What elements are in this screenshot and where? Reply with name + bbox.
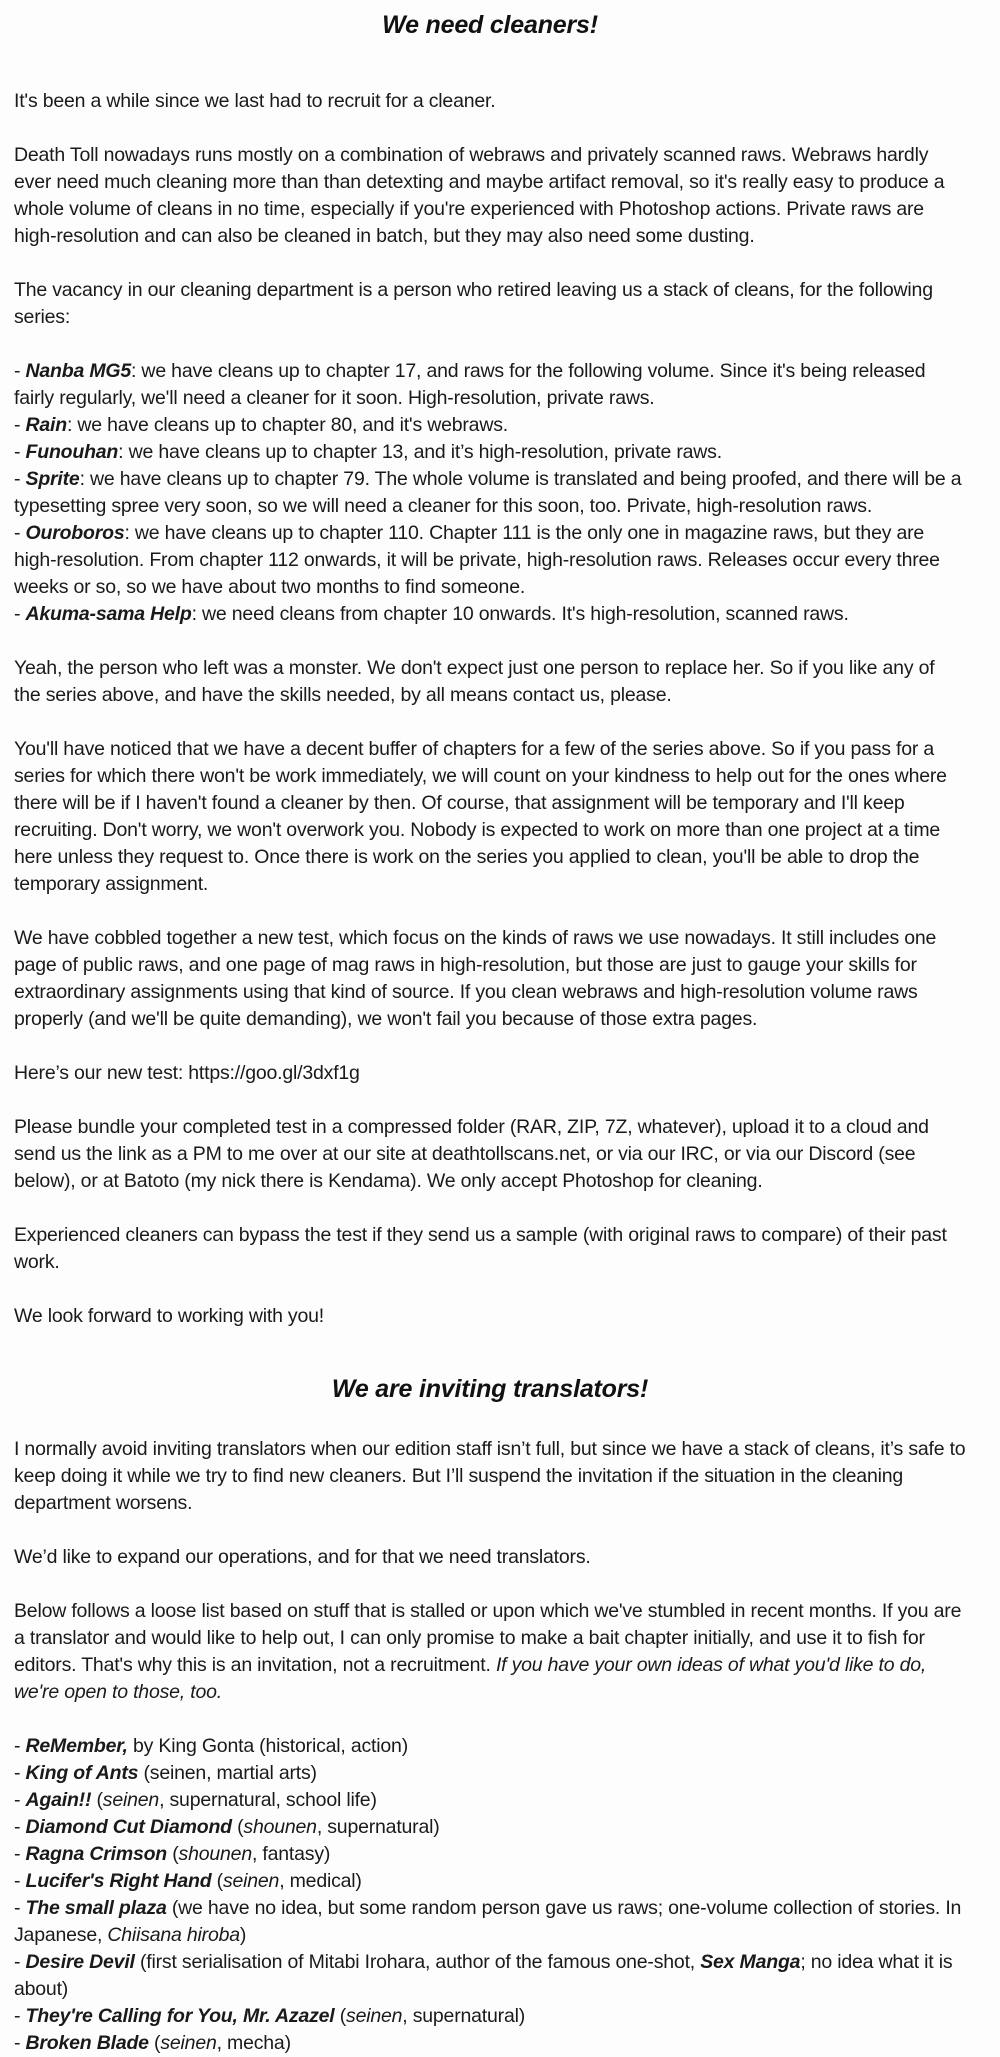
text-run: : we have cleans up to chapter 110. Chapter 111 is the only one in magazine raws, but they are high-resolution. From chapter 112 onwards, it will be private, high-resolution raws. Releases occur every three weeks or so, so we have about two months to find someone. (14, 522, 940, 598)
text-run: (first serialisation of Mitabi Irohara, author of the famous one-shot, (134, 1951, 701, 1973)
cleaners-section (14, 0, 966, 1330)
text-run: It's been a while since we last had to recruit for a cleaner. (14, 90, 496, 112)
paragraph (14, 1544, 966, 1571)
text-run: Experienced cleaners can bypass the test if they send us a sample (with original raws to compare) of their past work. (14, 1224, 947, 1273)
text-run: - (14, 414, 26, 436)
list-item (14, 412, 966, 439)
paragraph (14, 1436, 966, 1517)
text-run: We’d like to expand our operations, and for that we need translators. (14, 1546, 591, 1568)
text-run: They're Calling for You, Mr. Azazel (25, 2005, 335, 2027)
text-run: Chiisana hiroba (107, 1924, 240, 1946)
text-run: ( (211, 1870, 223, 1892)
text-run: : we have cleans up to chapter 13, and it’s high-resolution, private raws. (118, 441, 722, 463)
text-run: shounen (243, 1816, 317, 1838)
text-run: ( (167, 1843, 179, 1865)
translators-section (14, 1357, 966, 2057)
list-item (14, 1841, 966, 1868)
paragraph (14, 1222, 966, 1276)
text-run: Rain (25, 414, 67, 436)
text-run: - (14, 1870, 26, 1892)
test-url: https://goo.gl/3dxf1g (188, 1062, 360, 1084)
list-item (14, 1814, 966, 1841)
text-run: - (14, 360, 26, 382)
text-run: , fantasy) (251, 1843, 331, 1865)
text-run: : we need cleans from chapter 10 onwards. It's high-resolution, scanned raws. (191, 603, 849, 625)
text-run: , mecha) (216, 2032, 291, 2054)
text-run: I normally avoid inviting translators when our edition staff isn’t full, but since we have a stack of cleans, it’s safe to keep doing it while we try to find new cleaners. But I’ll suspend the invitation if the situation in the cleaning department worsens. (14, 1438, 966, 1514)
series-list (14, 358, 966, 628)
text-run: - (14, 1762, 26, 1784)
text-run: seinen (160, 2032, 217, 2054)
list-item (14, 466, 966, 520)
text-run: , supernatural) (402, 2005, 526, 2027)
list-item (14, 2030, 966, 2057)
text-run: - (14, 603, 26, 625)
text-run: - (14, 1843, 26, 1865)
translators-heading: We are inviting translators! (331, 1375, 649, 1403)
text-run: - (14, 1951, 26, 1973)
paragraph (14, 88, 966, 115)
text-run: ( (231, 1816, 244, 1838)
text-run: Ragna Crimson (25, 1843, 168, 1865)
list-item (14, 601, 966, 628)
text-run: - (14, 522, 26, 544)
cleaners-heading: We need cleaners! (382, 11, 598, 39)
text-run: (we have no idea, but some random person gave us raws; one-volume collection of stories. In Japanese, (14, 1897, 962, 1946)
list-item (14, 1733, 966, 1760)
text-run: Diamond Cut Diamond (25, 1816, 232, 1838)
text-run: shounen (178, 1843, 252, 1865)
list-item (14, 358, 966, 412)
text-run: Sex Manga (700, 1951, 801, 1973)
text-run: , supernatural, school life) (159, 1789, 377, 1811)
text-run: , medical) (279, 1870, 362, 1892)
paragraph (14, 1114, 966, 1195)
text-run: Please bundle your completed test in a compressed folder (RAR, ZIP, 7Z, whatever), upload it to a cloud and send us the link as a PM to me over at our site at deathtollscans.net, or via our IRC, or via our Discord (see below), or at Batoto (my nick there is Kendama). We only accept Photoshop for cleaning. (14, 1116, 929, 1192)
list-item (14, 1949, 966, 2003)
text-run: ( (334, 2005, 347, 2027)
list-item (14, 1895, 966, 1949)
text-run: Below follows a loose list based on stuff that is stalled or upon which we've stumbled in recent months. If you are a translator and would like to help out, I can only promise to make a bait chapter initially, and use it to fish for editors. That's why this is an invitation, not a recruitment. (14, 1600, 962, 1676)
text-run: Again!! (25, 1789, 92, 1811)
paragraph (14, 1598, 966, 1706)
text-run: The small plaza (25, 1897, 167, 1919)
text-run: - (14, 1735, 26, 1757)
text-run: : we have cleans up to chapter 80, and it's webraws. (66, 414, 508, 436)
text-run: If you have your own ideas of what you'd like to do, we're open to those, too. (14, 1654, 927, 1703)
text-run: seinen (346, 2005, 403, 2027)
text-run: ( (148, 2032, 161, 2054)
paragraph (14, 655, 966, 709)
text-run: seinen (222, 1870, 280, 1892)
list-item (14, 1760, 966, 1787)
text-run: , supernatural) (316, 1816, 440, 1838)
text-run: by King Gonta (historical, action) (127, 1735, 408, 1757)
list-item (14, 439, 966, 466)
text-run: seinen (102, 1789, 160, 1811)
text-run: Lucifer's Right Hand (25, 1870, 212, 1892)
paragraph (14, 1060, 966, 1087)
paragraph (14, 142, 966, 250)
text-run: - (14, 2005, 26, 2027)
text-run: Sprite (25, 468, 80, 490)
text-run: - (14, 1897, 26, 1919)
paragraph (14, 736, 966, 898)
text-run: - (14, 468, 26, 490)
text-run: - (14, 441, 26, 463)
text-run: Ouroboros (25, 522, 125, 544)
text-run: ; no idea what it is about) (14, 1951, 953, 2000)
paragraph (14, 277, 966, 331)
text-run: The vacancy in our cleaning department is a person who retired leaving us a stack of cleans, for the following series: (14, 279, 933, 328)
text-run: : we have cleans up to chapter 17, and raws for the following volume. Since it's being released fairly regularly, we'll need a cleaner for it soon. High-resolution, private raws. (14, 360, 926, 409)
text-run: Yeah, the person who left was a monster. We don't expect just one person to replace her. So if you like any of the series above, and have the skills needed, by all means contact us, please. (14, 657, 935, 706)
list-item (14, 520, 966, 601)
text-run: ( (91, 1789, 103, 1811)
list-item (14, 1787, 966, 1814)
text-run: Here’s our new test: (14, 1062, 189, 1084)
text-run: Akuma-sama Help (25, 603, 192, 625)
paragraph (14, 925, 966, 1033)
text-run: King of Ants (25, 1762, 139, 1784)
list-item (14, 1868, 966, 1895)
text-run: We have cobbled together a new test, which focus on the kinds of raws we use nowadays. It still includes one page of public raws, and one page of mag raws in high-resolution, but those are just to gauge your skills for extraordinary assignments using that kind of source. If you clean webraws and high-resolution volume raws properly (and we'll be quite demanding), we won't fail you because of those extra pages. (14, 927, 937, 1030)
list-item (14, 2003, 966, 2030)
text-run: Funouhan (25, 441, 119, 463)
text-run: We look forward to working with you! (14, 1305, 324, 1327)
text-run: Desire Devil (25, 1951, 135, 1973)
text-run: Death Toll nowadays runs mostly on a combination of webraws and privately scanned raws. Webraws hardly ever need much cleaning more than than detexting and maybe artifact removal, so it's really easy to produce a whole volume of cleans in no time, especially if you're experienced with Photoshop actions. Private raws are high-resolution and can also be cleaned in batch, but they may also need some dusting. (14, 144, 945, 247)
series-list (14, 1733, 966, 2057)
text-run: : we have cleans up to chapter 79. The whole volume is translated and being proofed, and there will be a typesetting spree very soon, so we will need a cleaner for this soon, too. Private, high-resolution raws. (14, 468, 962, 517)
text-run: Broken Blade (25, 2032, 149, 2054)
text-run: Nanba MG5 (25, 360, 131, 382)
text-run: (seinen, martial arts) (138, 1762, 317, 1784)
paragraph (14, 1303, 966, 1330)
text-run: - (14, 1816, 26, 1838)
text-run: - (14, 2032, 26, 2054)
text-run: ) (239, 1924, 247, 1946)
text-run: - (14, 1789, 26, 1811)
text-run: ReMember, (25, 1735, 128, 1757)
text-run: You'll have noticed that we have a decent buffer of chapters for a few of the series above. So if you pass for a series for which there won't be work immediately, we will count on your kindness to help out for the ones where there will be if I haven't found a cleaner by then. Of course, that assignment will be temporary and I'll keep recruiting. Don't worry, we won't overwork you. Nobody is expected to work on more than one project at a time here unless they request to. Once there is work on the series you applied to clean, you'll be able to drop the temporary assignment. (14, 738, 947, 895)
